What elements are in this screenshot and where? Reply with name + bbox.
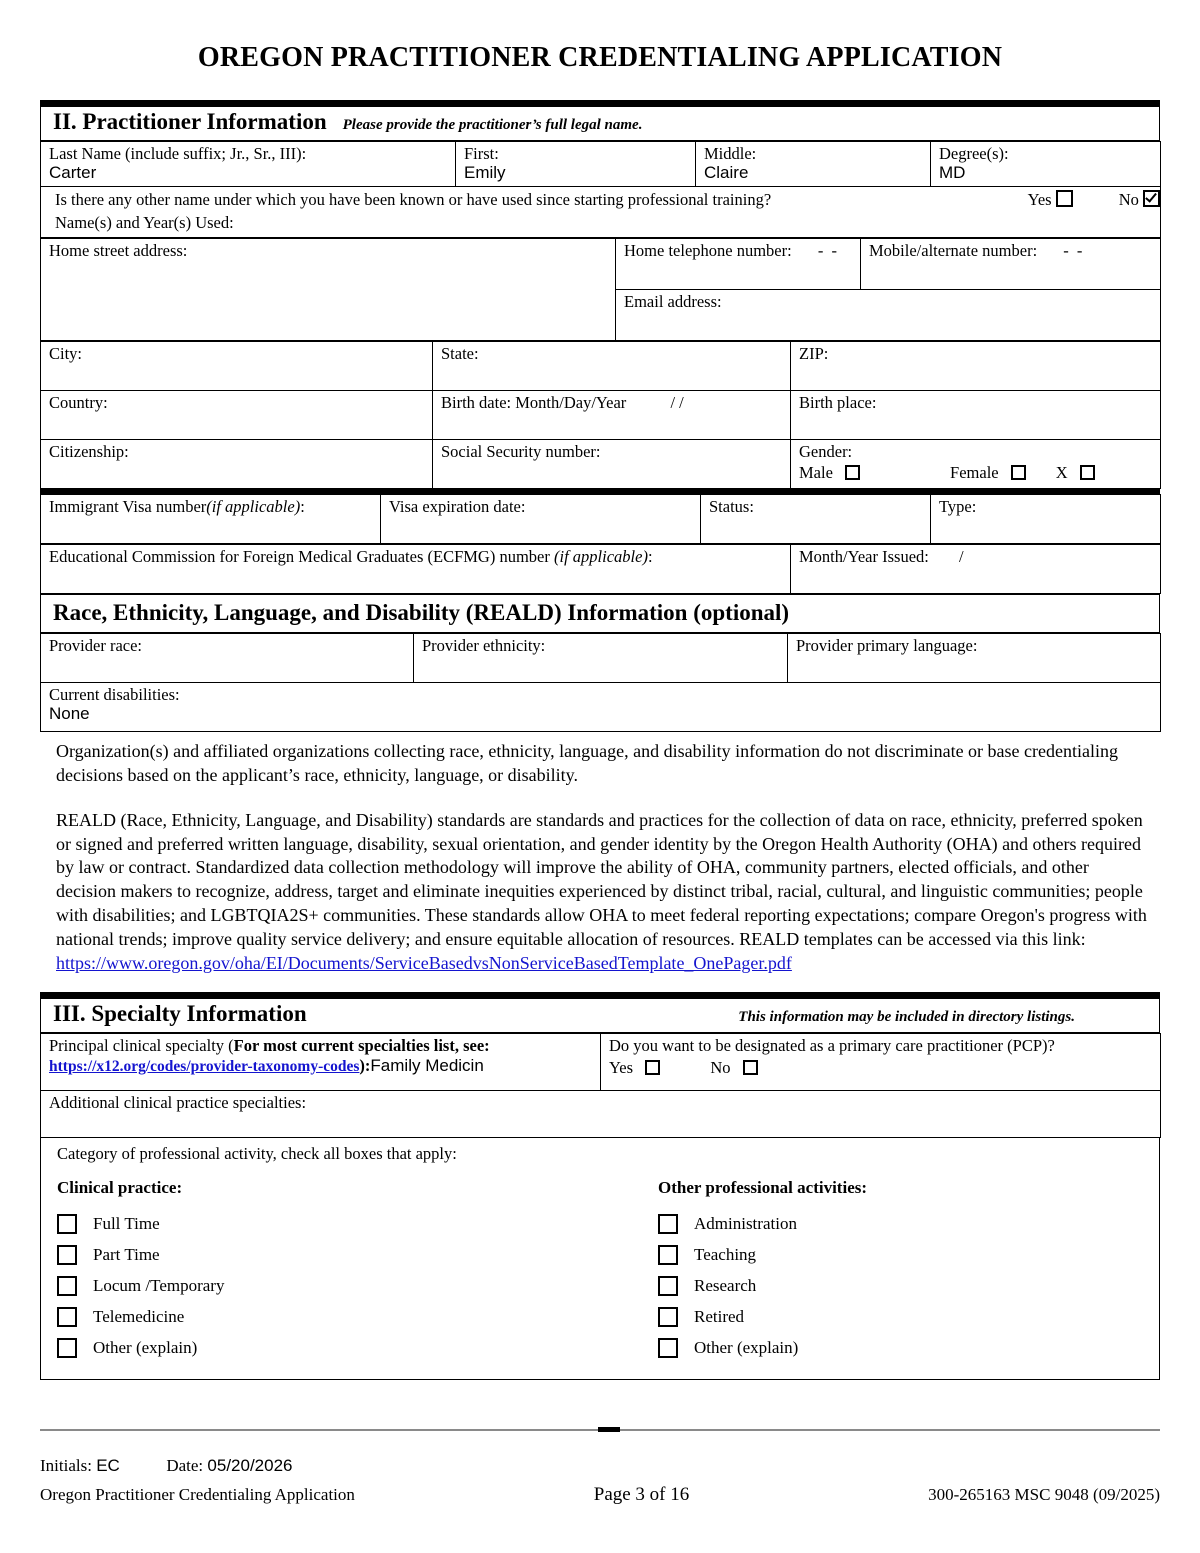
other-name-no-group[interactable] (1119, 190, 1160, 209)
practitioner-ecfmg-table (40, 544, 1161, 594)
category-columns (57, 1178, 1159, 1369)
checkbox-item-full-time[interactable] (57, 1214, 608, 1234)
gender-options (799, 463, 1160, 482)
other-name-yes-label: Yes (1027, 189, 1052, 209)
checkbox-item-other-activities-other[interactable] (658, 1338, 1159, 1358)
principal-specialty-label-line1 (49, 1036, 600, 1055)
administration-checkbox[interactable] (658, 1214, 678, 1234)
practitioner-name-table (40, 141, 1161, 238)
checkbox-item-locum-temporary[interactable] (57, 1276, 608, 1296)
mobile-phone-cell[interactable] (861, 238, 1161, 289)
pcp-cell (601, 1034, 1161, 1091)
ecfmg-month-year-cell[interactable] (791, 544, 1161, 593)
research-checkbox[interactable] (658, 1276, 678, 1296)
other-activities-heading: Other professional activities: (658, 1178, 868, 1198)
practitioner-visa-table (40, 494, 1161, 544)
initials-value: EC (96, 1456, 120, 1475)
immigrant-visa-cell[interactable] (41, 494, 381, 543)
table-row-principal-specialty (41, 1034, 1161, 1091)
reald-template-link[interactable]: https://www.oregon.gov/oha/EI/Documents/ServiceBasedvsNonServiceBasedTemplate_OnePager.pdf (56, 953, 792, 974)
research-label: Research (694, 1276, 757, 1296)
gender-x-group[interactable] (1056, 463, 1095, 482)
other-name-cell (41, 186, 1161, 237)
reald-paragraph-2-text: REALD (Race, Ethnicity, Language, and Disability) standards are standards and practices for the collection of data on race, ethnicity, preferred spoken or signed and preferred written language, disability, sexual orientation, and gender identity by the Oregon Health Authority (OHA) and others required by law or contract. Standardized data collection methodology will improve the ability of OHA, community partners, elected officials, and other decision makers to recognize, address, target and eliminate inequities experienced by distinct tribal, racial, cultural, and linguistic communities; people with disabilities; and LGBTQIA2S+ communities. These standards allow OHA to meet federal reporting expectations; compare Oregon's progress with national trends; improve quality service delivery; and ensure equitable allocation of resources. REALD templates can be accessed via this link: (56, 809, 1147, 950)
home-phone-cell[interactable] (616, 238, 861, 289)
provider-ethnicity-label: Provider ethnicity: (422, 635, 546, 655)
other-name-no-label: No (1118, 189, 1139, 209)
category-activity-block (40, 1138, 1160, 1380)
middle-name-cell[interactable] (696, 141, 931, 186)
gender-x-checkbox[interactable] (1080, 465, 1095, 480)
page-title: OREGON PRACTITIONER CREDENTIALING APPLICATION (197, 42, 1003, 73)
table-row-other-name (41, 186, 1161, 237)
section-practitioner-note: Please provide the practitioner’s full legal name. (342, 116, 643, 133)
section-specialty-header (40, 999, 1160, 1033)
telemedicine-label: Telemedicine (93, 1307, 185, 1327)
other-activities-other-label: Other (explain) (694, 1338, 799, 1358)
other-name-question: Is there any other name under which you have been known or have used since starting professional training? (55, 189, 772, 209)
zip-label: ZIP: (799, 343, 829, 363)
footer-page-info: Page 3 of 16 (593, 1484, 690, 1505)
country-label: Country: (49, 392, 108, 412)
gender-male-label: Male (799, 463, 833, 483)
gender-label: Gender: (799, 441, 853, 461)
current-disabilities-value: None (49, 704, 90, 724)
administration-label: Administration (694, 1214, 797, 1234)
city-cell[interactable] (41, 341, 433, 390)
additional-specialties-label: Additional clinical practice specialties: (49, 1093, 307, 1113)
principal-specialty-label: Principal clinical specialty ( (49, 1036, 234, 1056)
principal-specialty-label-line2 (49, 1056, 600, 1076)
degrees-label: Degree(s): (939, 143, 1009, 163)
reald-paragraph-2 (56, 809, 1148, 977)
visa-type-label: Type: (939, 496, 977, 516)
section-specialty-note: This information may be included in directory listings. (738, 1009, 1075, 1026)
part-time-checkbox[interactable] (57, 1245, 77, 1265)
practitioner-city-table (40, 341, 1161, 489)
footer (40, 1456, 1160, 1506)
date-label: Date: (166, 1456, 204, 1475)
full-time-label: Full Time (93, 1214, 160, 1234)
pcp-no-checkbox[interactable] (743, 1060, 758, 1075)
first-name-value: Emily (464, 163, 506, 183)
other-name-yes-group[interactable] (1028, 190, 1073, 209)
table-row-additional-specialties (41, 1091, 1161, 1138)
principal-specialty-label-close: ): (359, 1055, 371, 1075)
ecfmg-number-cell[interactable] (41, 544, 791, 593)
provider-race-label: Provider race: (49, 635, 142, 655)
birth-place-cell[interactable] (791, 390, 1161, 439)
reald-fields-table (40, 633, 1161, 732)
full-time-checkbox[interactable] (57, 1214, 77, 1234)
reald-text-block (40, 732, 1160, 976)
state-cell[interactable] (433, 341, 791, 390)
section-practitioner-title: II. Practitioner Information (53, 108, 327, 134)
other-name-question-row (55, 190, 1160, 209)
pcp-options (609, 1058, 1160, 1077)
degrees-value: MD (939, 163, 966, 183)
retired-checkbox[interactable] (658, 1307, 678, 1327)
ecfmg-month-year-value: / (959, 546, 964, 566)
reald-section-title: Race, Ethnicity, Language, and Disability (REALD) Information (optional) (40, 594, 1160, 633)
clinical-practice-column (57, 1178, 608, 1369)
first-name-label: First: (464, 143, 499, 163)
immigrant-visa-label-italic: (if applicable) (206, 496, 301, 516)
visa-status-cell[interactable] (701, 494, 931, 543)
teaching-label: Teaching (694, 1245, 757, 1265)
clinical-other-checkbox[interactable] (57, 1338, 77, 1358)
degrees-cell[interactable] (931, 141, 1161, 186)
birth-date-value: / / (670, 392, 684, 412)
citizenship-cell[interactable] (41, 439, 433, 488)
locum-temporary-label: Locum /Temporary (93, 1276, 225, 1296)
teaching-checkbox[interactable] (658, 1245, 678, 1265)
locum-temporary-checkbox[interactable] (57, 1276, 77, 1296)
table-row-country (41, 390, 1161, 439)
footer-initials-line (40, 1456, 1160, 1476)
email-label: Email address: (624, 291, 722, 311)
city-label: City: (49, 343, 83, 363)
ecfmg-month-year-label: Month/Year Issued: (799, 546, 929, 566)
visa-type-cell[interactable] (931, 494, 1161, 543)
ssn-cell[interactable] (433, 439, 791, 488)
ecfmg-colon: : (647, 546, 653, 566)
other-name-no-checkbox[interactable] (1143, 190, 1160, 207)
part-time-label: Part Time (93, 1245, 160, 1265)
immigrant-visa-label: Immigrant Visa number (49, 496, 207, 516)
first-name-cell[interactable] (456, 141, 696, 186)
checkbox-item-telemedicine[interactable] (57, 1307, 608, 1327)
table-row-visa (41, 494, 1161, 543)
citizenship-label: Citizenship: (49, 441, 129, 461)
table-row-reald-fields (41, 633, 1161, 682)
middle-name-label: Middle: (704, 143, 757, 163)
pcp-question: Do you want to be designated as a primary care practitioner (PCP)? (609, 1036, 1055, 1056)
checkbox-item-administration[interactable] (658, 1214, 1159, 1234)
checkbox-item-retired[interactable] (658, 1307, 1159, 1327)
last-name-label: Last Name (include suffix; Jr., Sr., III): (49, 143, 307, 163)
ecfmg-label-italic: (if applicable) (554, 546, 648, 566)
principal-specialty-value: Family Medicin (370, 1055, 484, 1075)
other-activities-other-checkbox[interactable] (658, 1338, 678, 1358)
home-street-cell[interactable] (41, 238, 616, 340)
mobile-phone-label: Mobile/alternate number: (869, 240, 1038, 260)
visa-status-label: Status: (709, 496, 754, 516)
email-cell[interactable] (616, 289, 1161, 340)
provider-race-cell[interactable] (41, 633, 414, 682)
specialty-section-rule (40, 992, 1160, 999)
gender-female-label: Female (950, 463, 999, 483)
pcp-no-group[interactable] (710, 1058, 757, 1077)
checkbox-item-teaching[interactable] (658, 1245, 1159, 1265)
other-name-answer-group (1028, 190, 1160, 209)
pcp-yes-checkbox[interactable] (645, 1060, 660, 1075)
home-phone-label: Home telephone number: (624, 240, 792, 260)
specialty-table (40, 1033, 1161, 1138)
visa-expiration-label: Visa expiration date: (389, 496, 526, 516)
other-name-yes-checkbox[interactable] (1056, 190, 1073, 207)
checkbox-item-research[interactable] (658, 1276, 1159, 1296)
gender-cell (791, 439, 1161, 488)
footer-info-line (40, 1484, 1160, 1506)
country-cell[interactable] (41, 390, 433, 439)
table-row-ecfmg (41, 544, 1161, 593)
gender-male-group[interactable] (799, 463, 860, 482)
middle-name-value: Claire (704, 163, 749, 183)
taxonomy-codes-link[interactable]: https://x12.org/codes/provider-taxonomy-codes (49, 1057, 360, 1075)
birth-date-label: Birth date: Month/Day/Year (441, 392, 627, 412)
table-row-street-phone (41, 238, 1161, 289)
practitioner-address-table (40, 238, 1161, 341)
names-years-used-label: Name(s) and Year(s) Used: (55, 213, 234, 233)
checkbox-item-clinical-other[interactable] (57, 1338, 608, 1358)
other-activities-column (608, 1178, 1159, 1369)
state-label: State: (441, 343, 479, 363)
table-row-citizenship (41, 439, 1161, 488)
ssn-label: Social Security number: (441, 441, 601, 461)
home-street-label: Home street address: (49, 240, 188, 260)
section-practitioner-header (40, 107, 1160, 141)
birth-place-label: Birth place: (799, 392, 877, 412)
retired-label: Retired (694, 1307, 745, 1327)
section-rule-top (40, 100, 1160, 107)
gender-x-label: X (1055, 463, 1068, 483)
pcp-no-label: No (710, 1057, 731, 1077)
table-row-city (41, 341, 1161, 390)
current-disabilities-label: Current disabilities: (49, 684, 180, 704)
additional-specialties-cell[interactable] (41, 1091, 1161, 1138)
gender-female-group[interactable] (950, 463, 1026, 482)
provider-ethnicity-cell[interactable] (414, 633, 788, 682)
birth-date-cell[interactable] (433, 390, 791, 439)
date-value: 05/20/2026 (207, 1456, 293, 1475)
clinical-other-label: Other (explain) (93, 1338, 198, 1358)
footer-doc-name: Oregon Practitioner Credentialing Application (40, 1485, 355, 1504)
provider-language-label: Provider primary language: (796, 635, 978, 655)
gender-female-checkbox[interactable] (1011, 465, 1026, 480)
last-name-value: Carter (49, 163, 97, 183)
telemedicine-checkbox[interactable] (57, 1307, 77, 1327)
table-row-name (41, 141, 1161, 186)
last-name-cell[interactable] (41, 141, 456, 186)
checkbox-item-part-time[interactable] (57, 1245, 608, 1265)
ecfmg-label: Educational Commission for Foreign Medical Graduates (ECFMG) number (49, 546, 550, 566)
pcp-yes-group[interactable] (609, 1058, 660, 1077)
reald-paragraph-1: Organization(s) and affiliated organizations collecting race, ethnicity, language, and disability information do not discriminate or base credentialing decisions based on the applicant’s race, ethnicity, language, or disability. (56, 740, 1118, 785)
provider-language-cell[interactable] (788, 633, 1161, 682)
principal-specialty-label-bold: For most current specialties list, see: (233, 1036, 490, 1056)
home-phone-value: - - (817, 240, 839, 260)
current-disabilities-cell[interactable] (41, 682, 1161, 731)
footer-separator-tick (598, 1427, 620, 1432)
pcp-yes-label: Yes (609, 1057, 634, 1077)
principal-specialty-cell[interactable] (41, 1034, 601, 1091)
zip-cell[interactable] (791, 341, 1161, 390)
section-specialty-title: III. Specialty Information (53, 1001, 307, 1027)
visa-expiration-cell[interactable] (381, 494, 701, 543)
mobile-phone-value: - - (1063, 240, 1085, 260)
gender-male-checkbox[interactable] (845, 465, 860, 480)
table-row-disabilities (41, 682, 1161, 731)
clinical-practice-heading: Clinical practice: (57, 1178, 183, 1198)
immigrant-visa-colon: : (300, 496, 305, 516)
initials-label: Initials: (40, 1456, 92, 1475)
category-intro: Category of professional activity, check all boxes that apply: (57, 1144, 457, 1164)
footer-form-id: 300-265163 MSC 9048 (09/2025) (928, 1485, 1160, 1504)
